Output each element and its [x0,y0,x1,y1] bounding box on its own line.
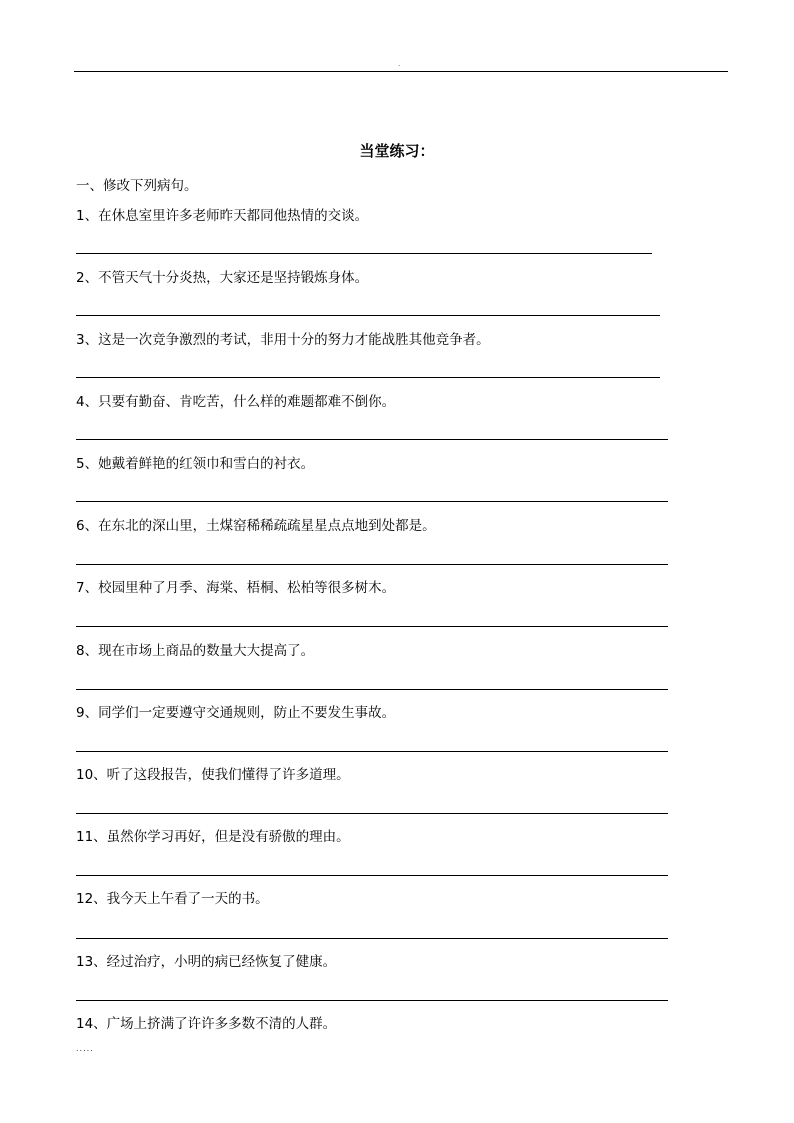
question-9: 9、同学们一定要遵守交通规则，防止不要发生事故。 [76,705,396,721]
question-12: 12、我今天上午看了一天的书。 [76,891,269,907]
answer-line-4[interactable] [76,439,668,440]
question-4: 4、只要有勤奋、肯吃苦，什么样的难题都难不倒你。 [76,394,396,410]
header-marker: . [398,60,401,68]
answer-line-8[interactable] [76,689,668,690]
question-3: 3、这是一次竞争激烈的考试，非用十分的努力才能战胜其他竞争者。 [76,332,490,348]
question-14: 14、广场上挤满了许许多多数不清的人群。 [76,1016,337,1032]
question-6: 6、在东北的深山里，土煤窑稀稀疏疏星星点点地到处都是。 [76,518,436,534]
question-11: 11、虽然你学习再好，但是没有骄傲的理由。 [76,829,350,845]
answer-line-1[interactable] [76,253,652,254]
question-1: 1、在休息室里许多老师昨天都同他热情的交谈。 [76,208,369,224]
answer-line-3[interactable] [76,377,660,378]
answer-line-2[interactable] [76,315,660,316]
answer-line-5[interactable] [76,501,668,502]
answer-line-10[interactable] [76,813,668,814]
question-13: 13、经过治疗，小明的病已经恢复了健康。 [76,954,337,970]
question-10: 10、听了这段报告，使我们懂得了许多道理。 [76,767,350,783]
question-7: 7、校园里种了月季、海棠、梧桐、松柏等很多树木。 [76,580,396,596]
footer-marker: ..... [76,1044,94,1053]
question-5: 5、她戴着鲜艳的红领巾和雪白的衬衣。 [76,456,315,472]
answer-line-6[interactable] [76,564,668,565]
header-rule [74,71,728,72]
answer-line-12[interactable] [76,938,668,939]
question-8: 8、现在市场上商品的数量大大提高了。 [76,643,315,659]
section-heading: 一、修改下列病句。 [76,178,198,194]
answer-line-9[interactable] [76,751,668,752]
answer-line-13[interactable] [76,1000,668,1001]
question-2: 2、不管天气十分炎热，大家还是坚持锻炼身体。 [76,270,369,286]
page-title: 当堂练习： [359,142,435,160]
answer-line-7[interactable] [76,626,668,627]
answer-line-11[interactable] [76,875,668,876]
